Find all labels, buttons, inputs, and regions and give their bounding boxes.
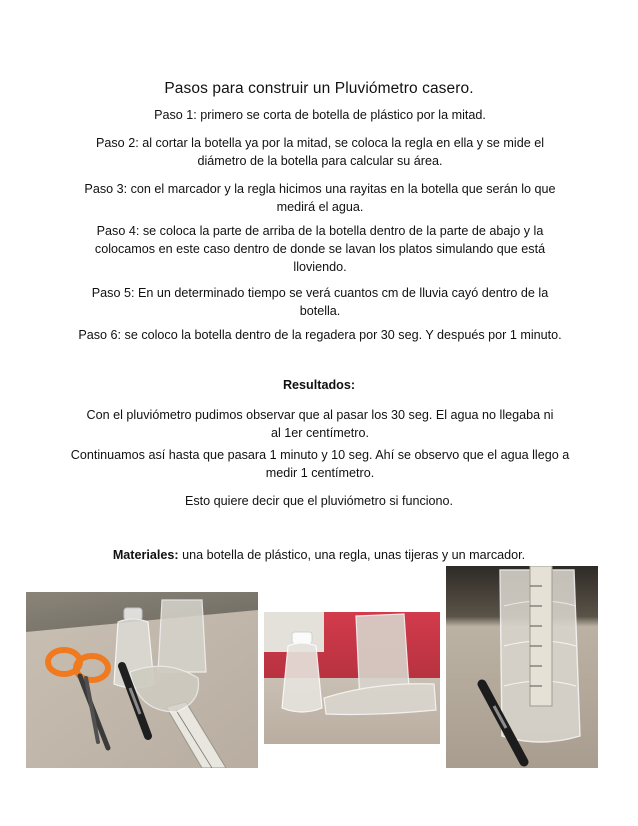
- materials-line: [0, 546, 638, 564]
- step-3: Paso 3: con el marcador y la regla hicimos una rayitas en la botella que serán lo que medirá el agua.: [84, 182, 556, 214]
- photo-bottle-ruler: [446, 566, 598, 768]
- page-title: Pasos para construir un Pluviómetro casero.: [164, 80, 474, 97]
- step-1: Paso 1: primero se corta de botella de plástico por la mitad.: [154, 108, 486, 122]
- step-4: Paso 4: se coloca la parte de arriba de la botella dentro de la parte de abajo y la colocamos en este caso dentro de donde se lavan los platos simulando que está lloviendo.: [94, 224, 546, 274]
- result-line-1: Con el pluviómetro pudimos observar que al pasar los 30 seg. El agua no llegaba ni al 1er centímetro.: [86, 408, 554, 440]
- result-line-2: Continuamos así hasta que pasara 1 minuto y 10 seg. Ahí se observo que el agua llego a medir 1 centímetro.: [70, 448, 570, 480]
- materials-label: Materiales:: [112, 548, 179, 562]
- step-2: Paso 2: al cortar la botella ya por la mitad, se coloca la regla en ella y se mide el diámetro de la botella para calcular su área.: [95, 136, 544, 168]
- photo-materials: [26, 592, 258, 768]
- ruler-icon: [530, 566, 552, 706]
- materials-text: una botella de plástico, una regla, unas tijeras y un marcador.: [178, 548, 526, 562]
- result-line-3: Esto quiere decir que el pluviómetro si funciono.: [184, 494, 454, 508]
- results-heading: Resultados:: [282, 378, 356, 392]
- step-6: Paso 6: se coloco la botella dentro de la regadera por 30 seg. Y después por 1 minuto.: [78, 328, 562, 342]
- photo-bottles: [264, 612, 440, 744]
- step-5: Paso 5: En un determinado tiempo se verá cuantos cm de lluvia cayó dentro de la botella.: [91, 286, 549, 318]
